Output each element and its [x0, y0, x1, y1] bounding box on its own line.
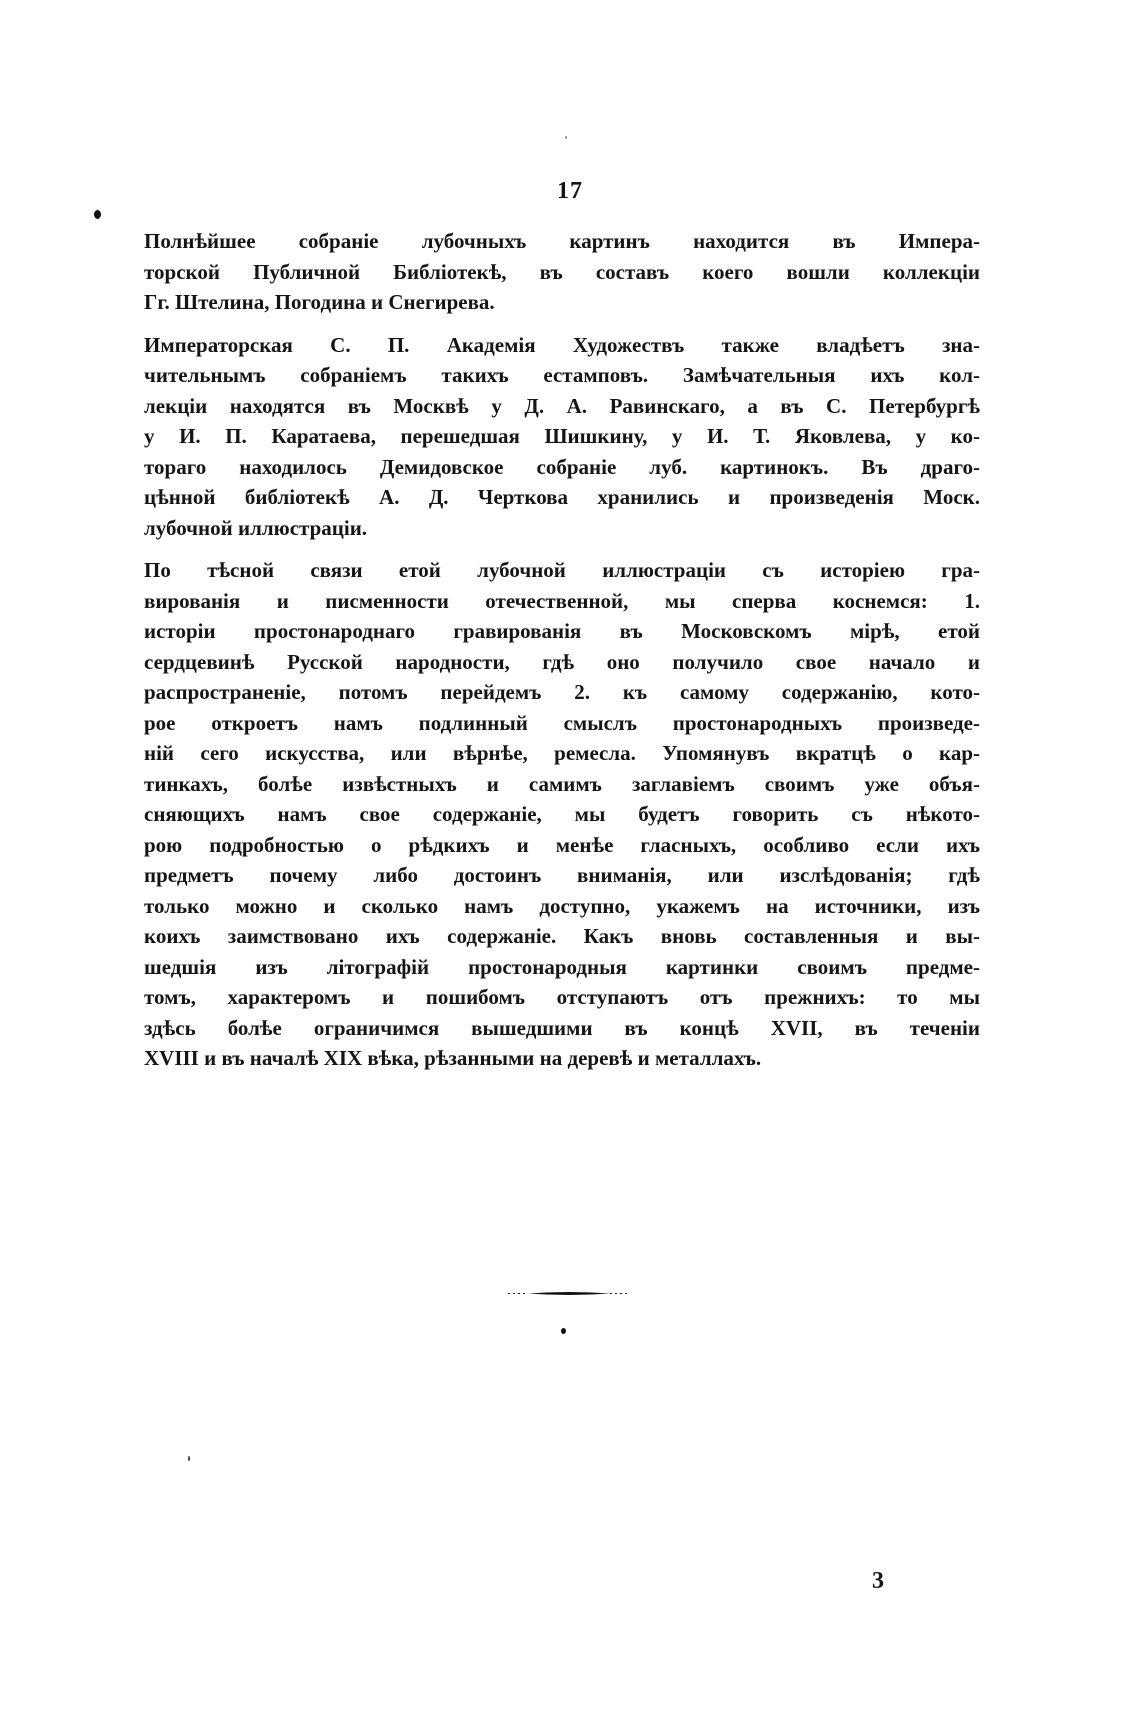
text-line: ній сего искусства, или вѣрнѣе, ремесла. Упомянувъ вкратцѣ о кар- [144, 741, 980, 765]
text-line: только можно и сколько намъ доступно, укажемъ на источники, изъ [144, 893, 980, 918]
text-line: Гг. Штелина, Погодина и Снегирева. [144, 290, 495, 314]
signature-mark: 3 [872, 1568, 884, 1594]
ink-speck [94, 210, 101, 219]
text-line: сердцевинѣ Русской народности, гдѣ оно получило свое начало и [144, 649, 980, 674]
page-number: 17 [557, 178, 583, 204]
text-line: рою подробностью о рѣдкихъ и менѣе гласныхъ, особливо если ихъ [144, 832, 980, 857]
text-line: предметъ почему либо достоинъ вниманія, или изслѣдованія; гдѣ [144, 863, 980, 887]
text-line: рое откроетъ намъ подлинный смыслъ простонародныхъ произведе- [144, 710, 980, 735]
section-end-rule [508, 1291, 630, 1296]
text-line: лубочной иллюстраціи. [144, 515, 368, 540]
paragraph-method [144, 555, 980, 1074]
text-line: По тѣсной связи етой лубочной иллюстраціи съ исторіею гра- [144, 558, 980, 582]
text-line: шедшія изъ літографій простонародныя картинки своимъ предме- [144, 954, 980, 979]
text-line: здѣсь болѣе ограничимся вышедшими въ концѣ XVII, въ теченіи [144, 1015, 980, 1040]
text-line: коихъ заимствовано ихъ содержаніе. Какъ вновь составленныя и вы- [144, 924, 980, 948]
text-line: распространеніе, потомъ перейдемъ 2. къ самому содержанію, кото- [144, 680, 980, 704]
body-text [144, 226, 980, 1084]
text-line: Полнѣйшее собраніе лубочныхъ картинъ находится въ Импера- [144, 229, 980, 253]
ink-speck [188, 1456, 190, 1461]
paragraph-collections [144, 226, 980, 318]
text-line: цѣнной библіотекѣ А. Д. Черткова хранились и произведенія Моск. [144, 485, 980, 509]
text-line: Императорская С. П. Академія Художествъ также владѣетъ зна- [144, 332, 980, 357]
text-line: исторіи простонароднаго гравированія въ Московскомъ мірѣ, етой [144, 619, 980, 643]
section-end-rule-ornament [508, 1291, 630, 1296]
text-line: лекціи находятся въ Москвѣ у Д. А. Равинскаго, а въ С. Петербургѣ [144, 393, 980, 418]
text-line: вированія и писменности отечественной, мы сперва коснемся: 1. [144, 588, 980, 613]
text-line: чительнымъ собраніемъ такихъ естамповъ. Замѣчательныя ихъ кол- [144, 363, 980, 387]
text-line: тинкахъ, болѣе извѣстныхъ и самимъ заглавіемъ своимъ уже объя- [144, 771, 980, 796]
paragraph-academy [144, 330, 980, 544]
text-line: XVIII и въ началѣ XIX вѣка, рѣзанными на деревѣ и металлахъ. [144, 1046, 762, 1070]
text-line: торской Публичной Библіотекѣ, въ составъ коего вошли коллекціи [144, 259, 980, 284]
text-line: тораго находилось Демидовское собраніе луб. картинокъ. Въ драго- [144, 454, 980, 479]
ink-speck [561, 1328, 566, 1334]
text-line: сняющихъ намъ свое содержаніе, мы будетъ говорить съ нѣкото- [144, 802, 980, 826]
ink-speck [565, 136, 567, 139]
text-line: томъ, характеромъ и пошибомъ отступаютъ отъ прежнихъ: то мы [144, 985, 980, 1009]
text-line: у И. П. Каратаева, перешедшая Шишкину, у И. Т. Яковлева, у ко- [144, 424, 980, 448]
